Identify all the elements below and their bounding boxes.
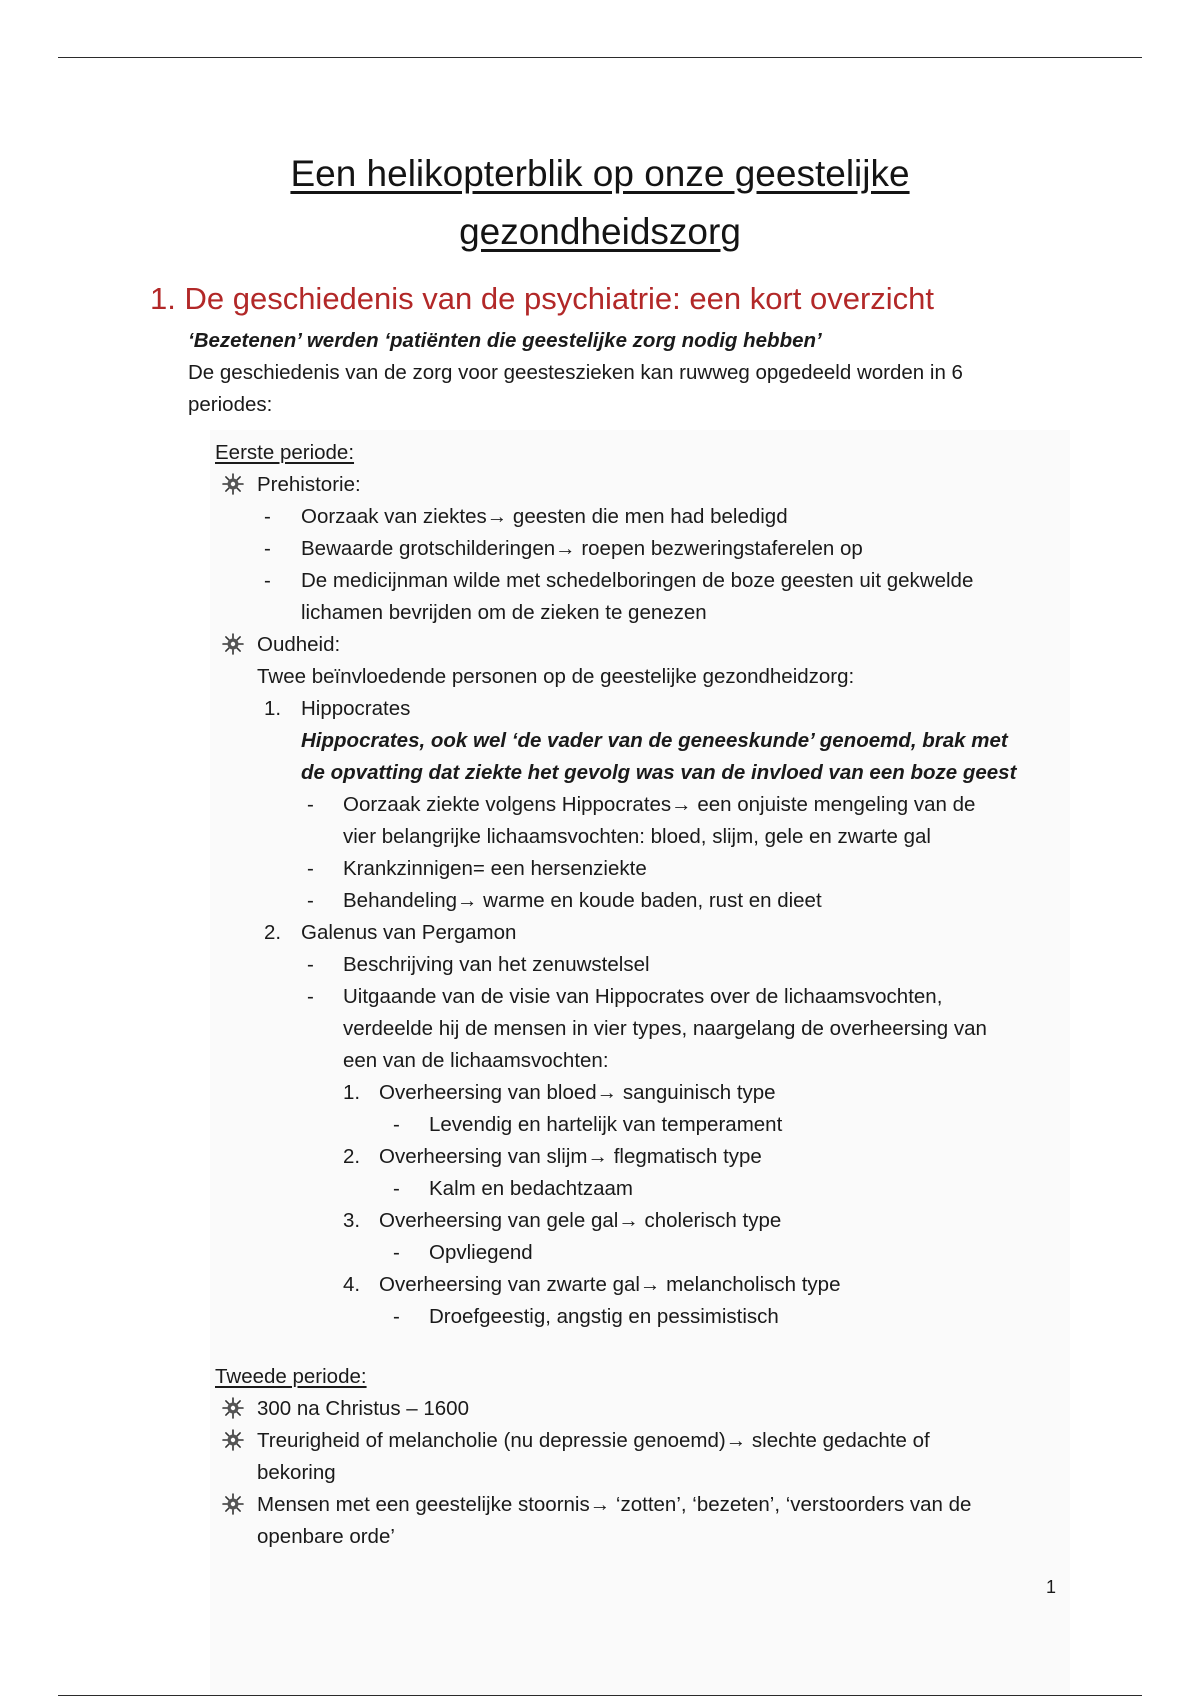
type-sanguinisch-desc: Levendig en hartelijk van temperament (429, 1113, 783, 1136)
period-1-label: Eerste periode: (215, 441, 355, 464)
period-2-item-2: Treurigheid of melancholie (nu depressie genoemd)→ slechte gedachte of (257, 1429, 930, 1452)
dash-marker: - (307, 857, 314, 880)
prehistorie-item-3: De medicijnman wilde met schedelboringen de boze geesten uit gekwelde (301, 569, 974, 592)
intro-line-1: De geschiedenis van de zorg voor geesteszieken kan ruwweg opgedeeld worden in 6 (188, 361, 963, 384)
type-flegmatisch-desc: Kalm en bedachtzaam (429, 1177, 633, 1200)
period-2-item-3: Mensen met een geestelijke stoornis→ ‘zotten’, ‘bezeten’, ‘verstoorders van de (257, 1493, 972, 1516)
dash-marker: - (393, 1177, 400, 1200)
document-title (200, 145, 1000, 261)
prehistorie-label: Prehistorie: (257, 473, 361, 496)
period-2-item-3-cont: openbare orde’ (257, 1525, 395, 1548)
dash-marker: - (393, 1113, 400, 1136)
type-flegmatisch: Overheersing van slijm→ flegmatisch type (379, 1145, 762, 1168)
oudheid-intro: Twee beïnvloedende personen op de geestelijke gezondheidzorg: (257, 665, 855, 688)
hippocrates-number: 1. (264, 697, 282, 720)
title-line-1: Een helikopterblik op onze geestelijke (290, 153, 910, 194)
period-2-label: Tweede periode: (215, 1365, 367, 1388)
prehistorie-item-1: Oorzaak van ziektes→ geesten die men had beledigd (301, 505, 788, 528)
galenus-item-2-cont: verdeelde hij de mensen in vier types, naargelang de overheersing van (343, 1017, 987, 1040)
hippocrates-item-1: Oorzaak ziekte volgens Hippocrates→ een onjuiste mengeling van de (343, 793, 976, 816)
sunburst-bullet-icon (222, 473, 244, 495)
dash-marker: - (307, 953, 314, 976)
page-number: 1 (1046, 1577, 1057, 1597)
title-line-2: gezondheidszorg (459, 211, 741, 252)
section-heading: 1. De geschiedenis van de psychiatrie: een kort overzicht (150, 281, 935, 316)
sunburst-bullet-icon (222, 1493, 244, 1515)
dash-marker: - (264, 505, 271, 528)
dash-marker: - (264, 569, 271, 592)
type-cholerisch-desc: Opvliegend (429, 1241, 533, 1264)
type-sanguinisch: Overheersing van bloed→ sanguinisch type (379, 1081, 776, 1104)
hippocrates-item-1-cont: vier belangrijke lichaamsvochten: bloed, slijm, gele en zwarte gal (343, 825, 931, 848)
type-melancholisch-desc: Droefgeestig, angstig en pessimistisch (429, 1305, 779, 1328)
type-number: 4. (343, 1273, 361, 1296)
galenus-item-2: Uitgaande van de visie van Hippocrates over de lichaamsvochten, (343, 985, 943, 1008)
prehistorie-item-2: Bewaarde grotschilderingen→ roepen bezweringstaferelen op (301, 537, 863, 560)
dash-marker: - (264, 537, 271, 560)
sunburst-bullet-icon (222, 1429, 244, 1451)
oudheid-label: Oudheid: (257, 633, 341, 656)
dash-marker: - (393, 1241, 400, 1264)
period-2-item-2-cont: bekoring (257, 1461, 336, 1484)
galenus-item-1: Beschrijving van het zenuwstelsel (343, 953, 650, 976)
galenus-name: Galenus van Pergamon (301, 921, 517, 944)
header-rule (58, 57, 1142, 58)
sunburst-bullet-icon (222, 633, 244, 655)
dash-marker: - (307, 985, 314, 1008)
type-melancholisch: Overheersing van zwarte gal→ melancholisch type (379, 1273, 841, 1296)
hippocrates-item-3: Behandeling→ warme en koude baden, rust en dieet (343, 889, 822, 912)
hippocrates-quote-line-2: de opvatting dat ziekte het gevolg was van de invloed van een boze geest (301, 761, 1017, 784)
prehistorie-item-3-cont: lichamen bevrijden om de zieken te genezen (301, 601, 707, 624)
type-number: 2. (343, 1145, 361, 1168)
footer-rule (58, 1695, 1142, 1696)
galenus-item-2-cont: een van de lichaamsvochten: (343, 1049, 609, 1072)
type-number: 3. (343, 1209, 361, 1232)
dash-marker: - (307, 793, 314, 816)
dash-marker: - (393, 1305, 400, 1328)
type-cholerisch: Overheersing van gele gal→ cholerisch type (379, 1209, 782, 1232)
dash-marker: - (307, 889, 314, 912)
type-number: 1. (343, 1081, 361, 1104)
section-subtitle: ‘Bezetenen’ werden ‘patiënten die geestelijke zorg nodig hebben’ (188, 329, 822, 352)
hippocrates-name: Hippocrates (301, 697, 411, 720)
intro-line-2: periodes: (188, 393, 273, 416)
sunburst-bullet-icon (222, 1397, 244, 1419)
galenus-number: 2. (264, 921, 282, 944)
hippocrates-item-2: Krankzinnigen= een hersenziekte (343, 857, 647, 880)
hippocrates-quote-line-1: Hippocrates, ook wel ‘de vader van de geneeskunde’ genoemd, brak met (301, 729, 1008, 752)
period-2-item-1: 300 na Christus – 1600 (257, 1397, 469, 1420)
